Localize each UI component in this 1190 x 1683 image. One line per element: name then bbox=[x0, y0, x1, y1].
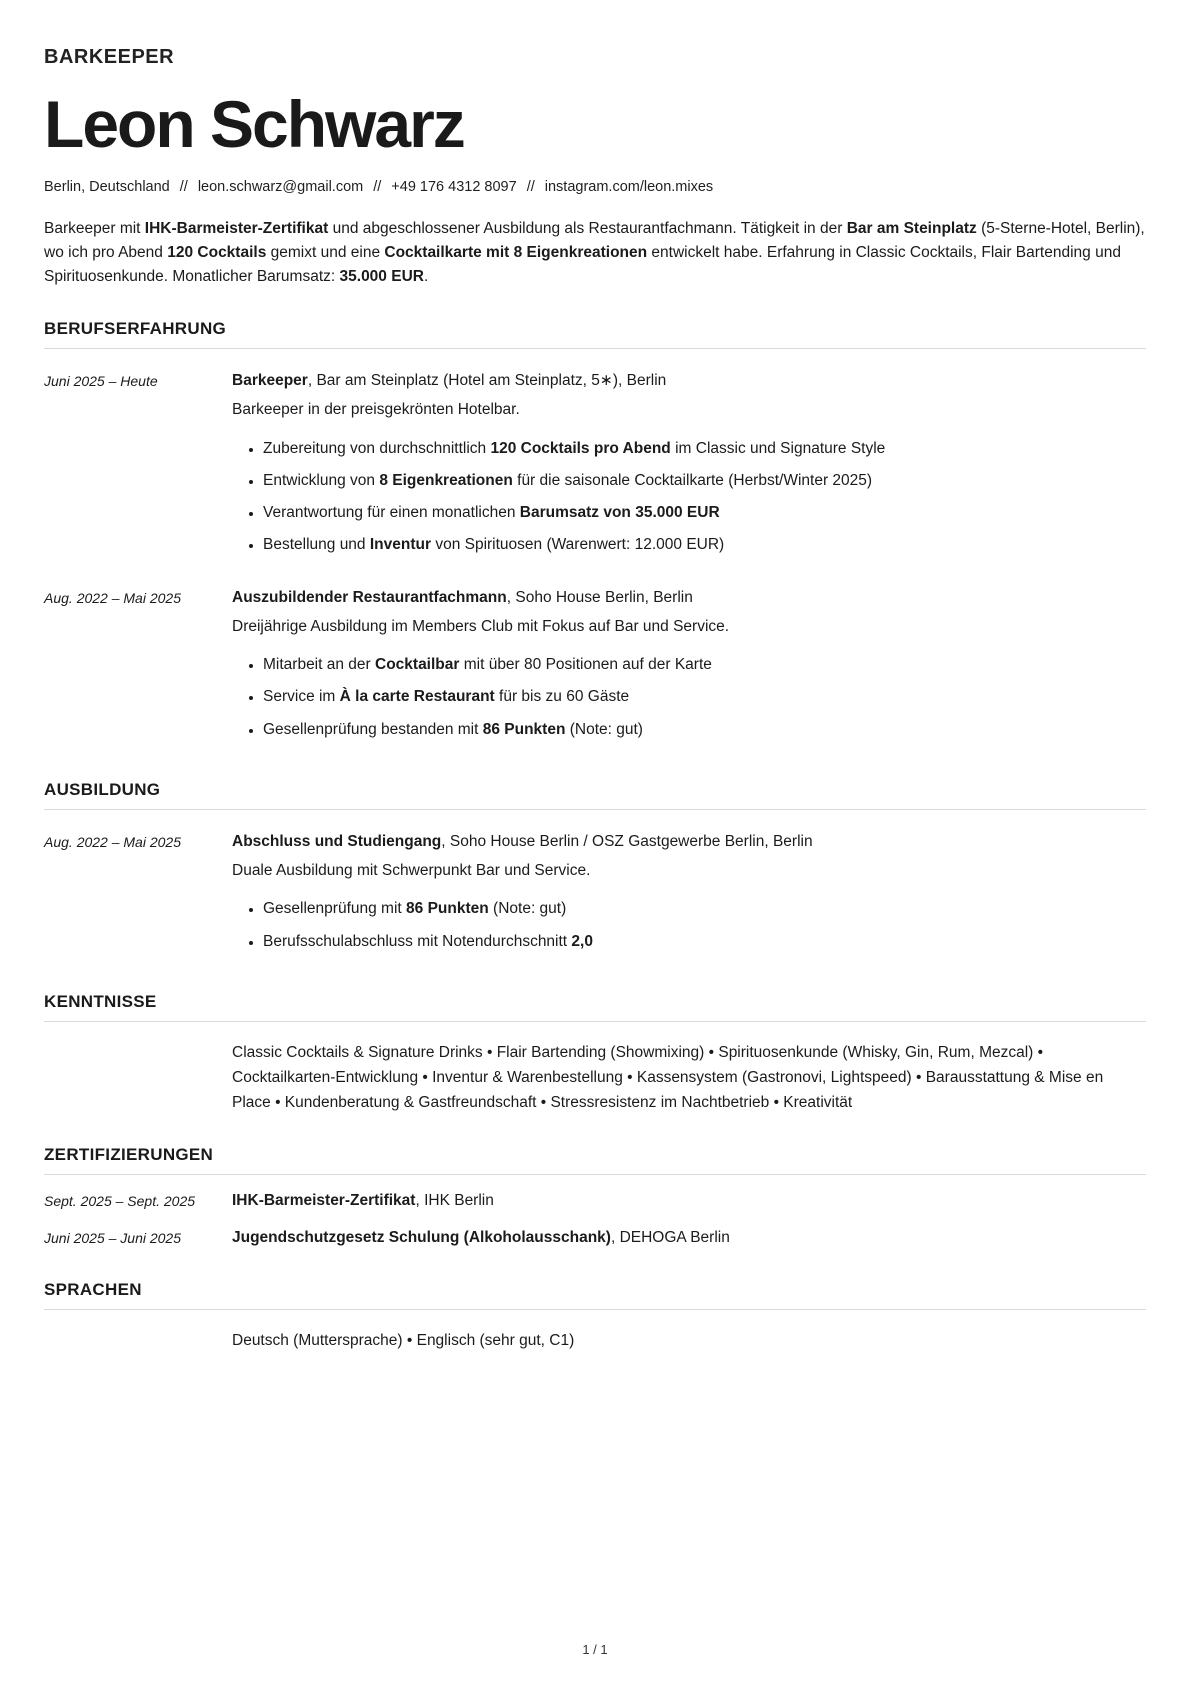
contact-separator: // bbox=[179, 179, 188, 195]
section-experience bbox=[44, 319, 1146, 750]
section-divider bbox=[44, 1021, 1146, 1022]
education-entry bbox=[44, 830, 1146, 962]
bullet-item: • Gesellenprüfung bestanden mit 86 Punkten (Note: gut) bbox=[263, 718, 1146, 741]
candidate-name: Leon Schwarz bbox=[44, 87, 464, 161]
bullet-item: • Service im À la carte Restaurant für bis zu 60 Gäste bbox=[263, 685, 1146, 708]
entry-subtitle: Barkeeper in der preisgekrönten Hotelbar. bbox=[232, 401, 520, 419]
job-kicker: BARKEEPER bbox=[44, 46, 175, 68]
experience-entry bbox=[44, 369, 1146, 566]
contact-separator: // bbox=[526, 179, 535, 195]
entry-bullet-list bbox=[232, 437, 1146, 557]
summary-paragraph: Barkeeper mit IHK-Barmeister-Zertifikat und abgeschlossener Ausbildung als Restaurantfachmann. Tätigkeit in der Bar am Steinplatz (5-Sterne-Hotel, Berlin), wo ich pro Abend 120 Cocktails gemixt und eine Cocktailkarte mit 8 Eigenkreationen entwickelt habe. Erfahrung in Classic Cocktails, Flair Bartending und Spirituosenkunde. Monatlicher Barumsatz: 35.000 EUR. bbox=[44, 220, 1145, 286]
page-indicator: 1 / 1 bbox=[582, 1642, 608, 1657]
section-education bbox=[44, 780, 1146, 962]
entry-body bbox=[232, 586, 1146, 750]
bullet-item: • Zubereitung von durchschnittlich 120 Cocktails pro Abend im Classic und Signature Style bbox=[263, 437, 1146, 460]
entry-bullet-list bbox=[232, 653, 1146, 741]
section-title-languages: SPRACHEN bbox=[44, 1279, 142, 1299]
entry-date: Aug. 2022 – Mai 2025 bbox=[44, 833, 181, 850]
section-title-certifications: ZERTIFIZIERUNGEN bbox=[44, 1145, 214, 1165]
certification-entry bbox=[44, 1226, 1146, 1249]
entry-date: Sept. 2025 – Sept. 2025 bbox=[44, 1193, 196, 1210]
entry-title: IHK-Barmeister-Zertifikat, IHK Berlin bbox=[232, 1192, 494, 1210]
contact-phone: +49 176 4312 8097 bbox=[391, 179, 517, 195]
section-divider bbox=[44, 348, 1146, 349]
section-title-education: AUSBILDUNG bbox=[44, 779, 161, 799]
section-title-skills: KENNTNISSE bbox=[44, 991, 157, 1011]
section-divider bbox=[44, 1309, 1146, 1310]
section-certifications bbox=[44, 1145, 1146, 1250]
entry-body bbox=[232, 1226, 1146, 1249]
contact-separator: // bbox=[373, 179, 382, 195]
certification-entry bbox=[44, 1189, 1146, 1212]
entry-date: Aug. 2022 – Mai 2025 bbox=[44, 589, 181, 606]
entry-body bbox=[232, 1189, 1146, 1212]
entry-subtitle: Duale Ausbildung mit Schwerpunkt Bar und Service. bbox=[232, 862, 591, 880]
skills-text: Classic Cocktails & Signature Drinks • Flair Bartending (Showmixing) • Spirituosenkunde (Whisky, Gin, Rum, Mezcal) • Cocktailkarten-Entwicklung • Inventur & Warenbestellung • Kassensystem (Gastronovi, Lightspeed) • Barausstattung & Mise en Place • Kundenberatung & Gastfreundschaft • Stressresistenz im Nachtbetrieb • Kreativität bbox=[232, 1043, 1104, 1112]
contact-instagram: instagram.com/leon.mixes bbox=[544, 179, 714, 195]
section-divider bbox=[44, 809, 1146, 810]
entry-subtitle: Dreijährige Ausbildung im Members Club mit Fokus auf Bar und Service. bbox=[232, 617, 730, 635]
bullet-item: • Mitarbeit an der Cocktailbar mit über 80 Positionen auf der Karte bbox=[263, 653, 1146, 676]
contact-line bbox=[44, 179, 1146, 195]
entry-date: Juni 2025 – Heute bbox=[44, 373, 158, 390]
section-divider bbox=[44, 1174, 1146, 1175]
bullet-item: • Verantwortung für einen monatlichen Barumsatz von 35.000 EUR bbox=[263, 501, 1146, 524]
section-title-experience: BERUFSERFAHRUNG bbox=[44, 319, 227, 339]
contact-location: Berlin, Deutschland bbox=[44, 179, 170, 195]
section-skills bbox=[44, 992, 1146, 1115]
languages-text: Deutsch (Muttersprache) • Englisch (sehr gut, C1) bbox=[232, 1331, 575, 1349]
contact-email: leon.schwarz@gmail.com bbox=[197, 179, 364, 195]
entry-title: Abschluss und Studiengang, Soho House Berlin / OSZ Gastgewerbe Berlin, Berlin bbox=[232, 832, 813, 850]
bullet-item: • Gesellenprüfung mit 86 Punkten (Note: gut) bbox=[263, 897, 1146, 920]
entry-title: Barkeeper, Bar am Steinplatz (Hotel am Steinplatz, 5∗), Berlin bbox=[232, 372, 667, 390]
bullet-item: • Entwicklung von 8 Eigenkreationen für die saisonale Cocktailkarte (Herbst/Winter 2025) bbox=[263, 469, 1146, 492]
entry-body bbox=[232, 830, 1146, 962]
section-languages bbox=[44, 1280, 1146, 1353]
entry-body bbox=[232, 369, 1146, 566]
entry-title: Auszubildender Restaurantfachmann, Soho House Berlin, Berlin bbox=[232, 588, 693, 606]
bullet-item: • Bestellung und Inventur von Spirituosen (Warenwert: 12.000 EUR) bbox=[263, 533, 1146, 556]
experience-entry bbox=[44, 586, 1146, 750]
bullet-item: • Berufsschulabschluss mit Notendurchschnitt 2,0 bbox=[263, 930, 1146, 953]
entry-bullet-list bbox=[232, 897, 1146, 953]
entry-date: Juni 2025 – Juni 2025 bbox=[44, 1230, 181, 1247]
entry-title: Jugendschutzgesetz Schulung (Alkoholausschank), DEHOGA Berlin bbox=[232, 1229, 730, 1247]
